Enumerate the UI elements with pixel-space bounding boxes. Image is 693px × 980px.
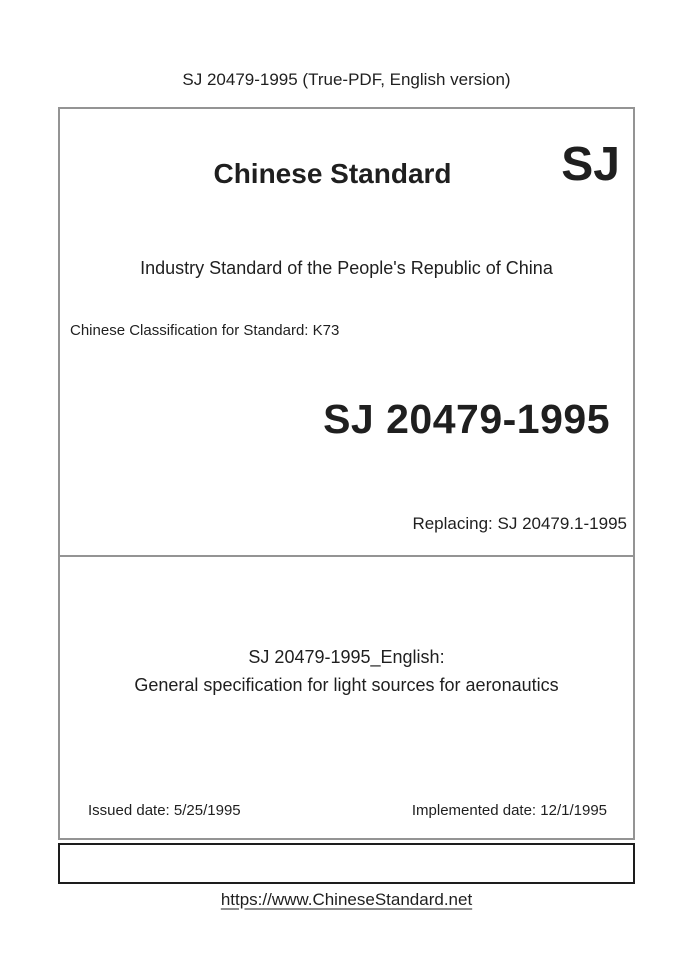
- page-footer: [0, 888, 693, 912]
- standard-number: SJ 20479-1995: [323, 396, 610, 442]
- english-title-line2: General specification for light sources for aeronautics: [134, 675, 559, 695]
- brand-title: Chinese Standard: [213, 158, 452, 189]
- site-link[interactable]: https://www.ChineseStandard.net: [220, 890, 473, 909]
- implemented-date: Implemented date: 12/1/1995: [411, 802, 607, 819]
- classification-line: Chinese Classification for Standard: K73: [70, 322, 340, 339]
- dates-row: [60, 802, 633, 820]
- standard-cover-box: [58, 107, 635, 557]
- replacing-line: Replacing: SJ 20479.1-1995: [412, 514, 627, 533]
- issued-date: Issued date: 5/25/1995: [88, 802, 241, 819]
- english-title-block: [60, 643, 633, 699]
- cover-lower-section: [58, 557, 635, 840]
- footer-empty-box: [58, 843, 635, 884]
- brand-code: SJ: [561, 138, 620, 191]
- page-header-title: SJ 20479-1995 (True-PDF, English version): [182, 70, 511, 89]
- english-title-line1: SJ 20479-1995_English:: [248, 647, 445, 667]
- standard-type-line: Industry Standard of the People's Republic of China: [140, 258, 553, 278]
